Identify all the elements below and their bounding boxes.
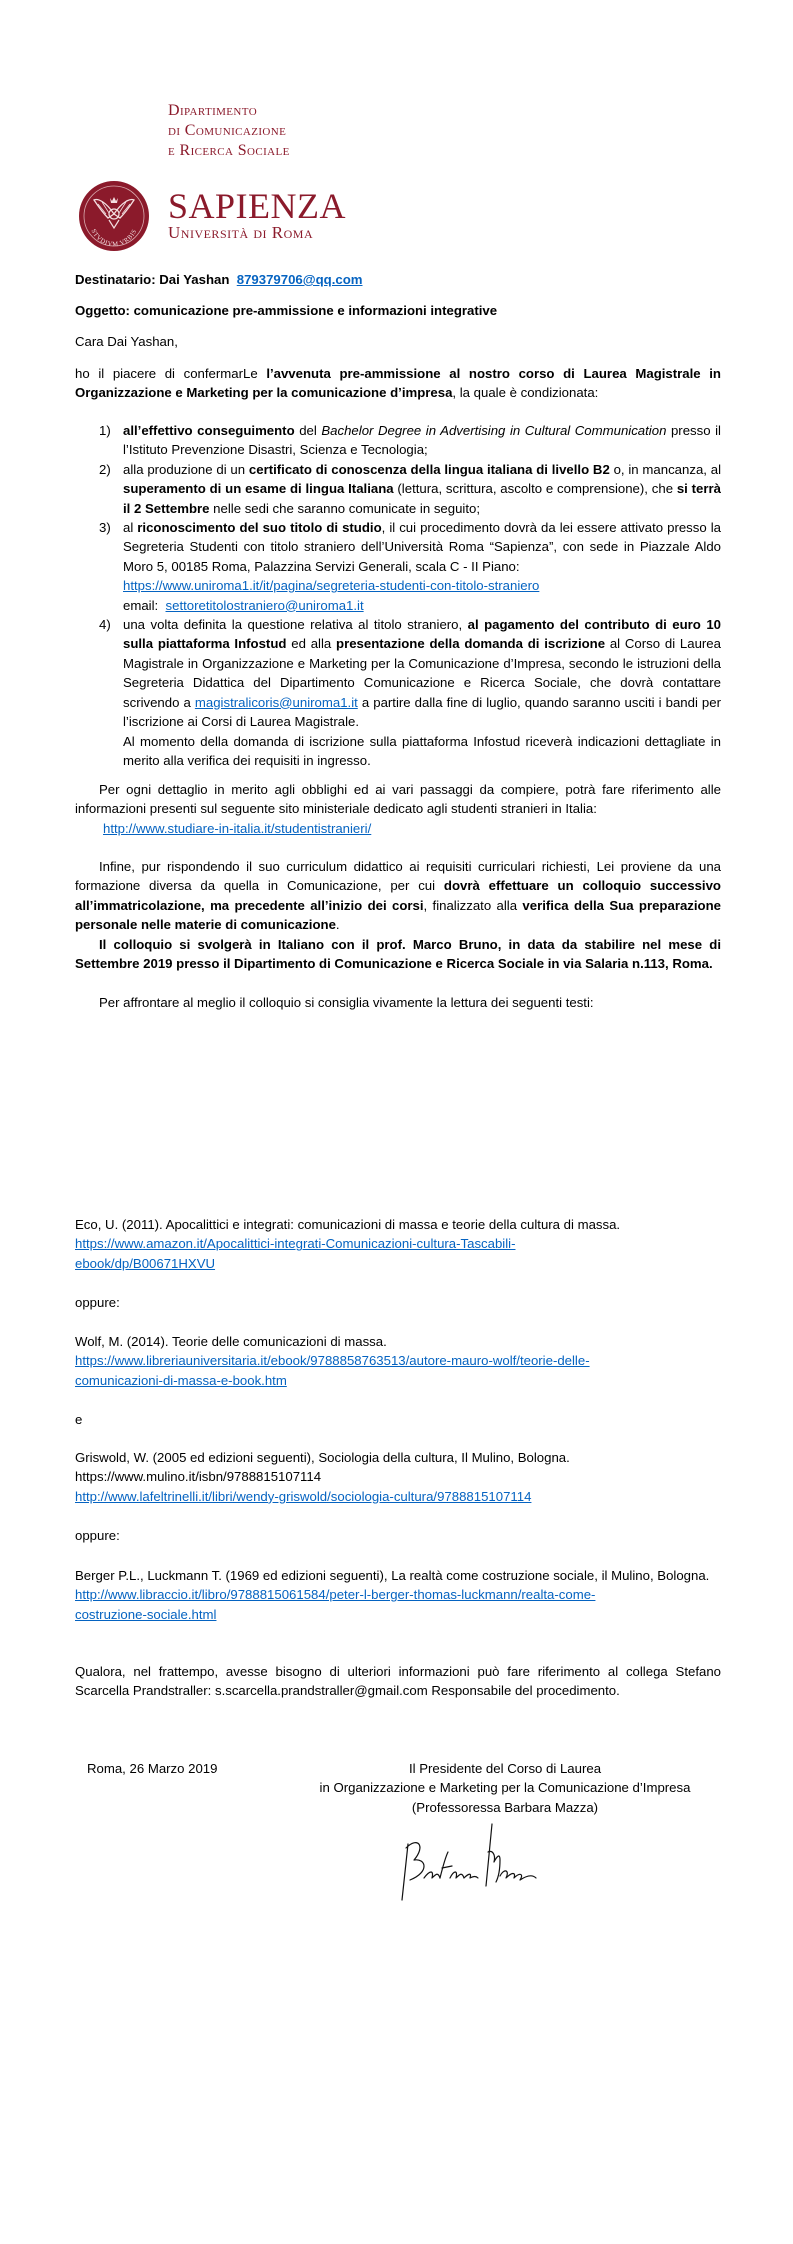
condition-number: 1) (99, 423, 111, 438)
interview-schedule-text: Il colloquio si svolgerà in Italiano con il prof. Marco Bruno, in data da stabilire nel mese di Settembre 2019 presso il Dipartimento di Comunicazione e Ricerca Sociale in via Salaria n.113, Roma. (75, 937, 721, 972)
recipient-line (75, 270, 721, 289)
degree-name: Bachelor Degree in Advertising in Cultural Communication (321, 423, 667, 438)
interview-text: Infine, pur rispondendo il suo curriculum didattico ai requisiti curriculari richiesti, Lei proviene da una formazione diversa da quella in Comunicazione, per cui (75, 859, 721, 894)
reading-intro: Per affrontare al meglio il colloquio si consiglia vivamente la lettura dei seguenti testi: (99, 995, 594, 1010)
condition-bold: certificato di conoscenza della lingua italiana di livello B2 (248, 461, 610, 477)
condition-bold: superamento di un esame di lingua Italiana (123, 481, 394, 497)
link-line: http://www.libraccio.it/libro/9788815061584/peter-l-berger-thomas-luckmann/realta-come- (75, 1587, 596, 1603)
link-line: costruzione-sociale.html (75, 1606, 217, 1622)
recipient-label: Destinatario: Dai Yashan (75, 272, 230, 287)
interview-bold: dovrà effettuare un colloquio successivo all’immatricolazione, ma precedente all’inizio dei corsi (75, 878, 721, 913)
email-label: email: (123, 597, 162, 613)
signer-block (280, 1759, 730, 1817)
department-line-1: Dipartimento (168, 102, 258, 119)
condition-bold: presentazione della domanda di iscrizione (336, 636, 606, 652)
intro-text: ho il piacere di confermarLe (75, 366, 267, 381)
link-line: https://www.libreriauniversitaria.it/ebook/9788858763513/autore-mauro-wolf/teorie-delle- (75, 1353, 590, 1369)
link-line: https://www.amazon.it/Apocalittici-integrati-Comunicazioni-cultura-Tascabili- (75, 1236, 516, 1252)
greeting: Cara Dai Yashan, (75, 334, 178, 349)
reading-citation: Eco, U. (2011). Apocalittici e integrati: comunicazioni di massa e teorie della cultura di massa. (75, 1217, 621, 1232)
condition-item-1 (75, 421, 721, 460)
condition-number: 3) (99, 520, 111, 536)
interview-text: . (335, 917, 340, 933)
settore-titolo-email-link[interactable]: settoretitolostraniero@uniroma1.it (165, 597, 364, 613)
department-line-3: e Ricerca Sociale (168, 142, 290, 159)
contact-paragraph: Qualora, nel frattempo, avesse bisogno di ulteriori informazioni può fare riferimento al collega Stefano Scarcella Prandstraller: s.scarcella.prandstraller@gmail.com Responsabile del procedimento. (75, 1664, 721, 1699)
condition-text: al Corso di Laurea Magistrale in Organizzazione e Marketing per la Comunicazione d’Impresa, secondo le istruzioni della Segreteria Didattica del Dipartimento Comunicazione e Ricerca Sociale, che dovrà contattare scrivendo a (123, 636, 721, 710)
department-name (168, 101, 290, 161)
condition-bold: riconoscimento del suo titolo di studio (137, 520, 382, 536)
university-name: SAPIENZA (168, 186, 347, 226)
sapienza-emblem-icon (78, 180, 150, 252)
condition-text: , il cui procedimento dovrà da lei essere attivato presso la Segreteria Studenti con titolo straniero dell’Università Roma “Sapienza”, con sede in Piazzale Aldo Moro 5, 00185 Roma, Palazzina Servizi Generali, scala C - II Piano: (123, 520, 721, 574)
signer-course: in Organizzazione e Marketing per la Comunicazione d’Impresa (319, 1780, 691, 1796)
condition-text: al (123, 520, 138, 536)
condition-text: presso il l’Istituto Prevenzione Disastri, Scienza e Tecnologia; (123, 423, 721, 458)
reading-item-wolf (75, 1332, 721, 1390)
details-link-row (103, 819, 371, 838)
reading-item-griswold (75, 1448, 721, 1506)
reading-item-eco (75, 1215, 721, 1273)
condition-text: una volta definita la questione relativa al titolo straniero, (123, 617, 468, 633)
separator-oppure: oppure: (75, 1528, 120, 1543)
details-paragraph: Per ogni dettaglio in merito agli obblighi ed ai vari passaggi da compiere, potrà fare riferimento alle informazioni presenti sul seguente sito ministeriale dedicato agli studenti stranieri in Italia: (75, 782, 721, 817)
signer-name: (Professoressa Barbara Mazza) (411, 1799, 599, 1815)
condition-number: 4) (99, 617, 111, 633)
reading-citation: Griswold, W. (2005 ed edizioni seguenti), Sociologia della cultura, Il Mulino, Bologna. (75, 1450, 570, 1465)
griswold-feltrinelli-link[interactable]: http://www.lafeltrinelli.it/libri/wendy-griswold/sociologia-cultura/9788815107114 (75, 1488, 532, 1504)
condition-bold: si terrà il 2 Settembre (123, 481, 721, 516)
eco-amazon-link[interactable] (75, 1234, 721, 1273)
condition-bold: al pagamento del contributo di euro 10 sulla piattaforma Infostud (123, 617, 721, 652)
link-line: comunicazioni-di-massa-e-book.htm (75, 1372, 287, 1388)
condition-text: nelle sedi che saranno comunicate in seguito; (209, 500, 481, 516)
condition-text: ed alla (286, 636, 337, 652)
studiare-in-italia-link[interactable]: http://www.studiare-in-italia.it/studentistranieri/ (103, 821, 372, 836)
condition-text: a partire dalla fine di luglio, quando saranno usciti i bandi per l’iscrizione ai Corsi di Laurea Magistrale. (123, 694, 721, 730)
interview-bold: verifica della Sua preparazione personale nelle materie di comunicazione (75, 897, 721, 933)
segreteria-link[interactable]: https://www.uniroma1.it/it/pagina/segreteria-studenti-con-titolo-straniero (123, 578, 540, 594)
condition-item-3 (75, 518, 721, 615)
university-subtitle: Università di Roma (168, 223, 314, 242)
place-date: Roma, 26 Marzo 2019 (87, 1761, 218, 1776)
separator-oppure: oppure: (75, 1295, 120, 1310)
interview-paragraph (75, 857, 721, 935)
interview-schedule (75, 935, 721, 974)
intro-bold: l’avvenuta pre-ammissione al nostro corso di Laurea Magistrale in Organizzazione e Marketing per la comunicazione d’impresa (75, 366, 721, 401)
department-line-2: di Comunicazione (168, 122, 287, 139)
conditions-list (75, 421, 721, 770)
signer-title: Il Presidente del Corso di Laurea (408, 1761, 602, 1776)
reading-citation: Berger P.L., Luckmann T. (1969 ed edizioni seguenti), La realtà come costruzione sociale, il Mulino, Bologna. (75, 1568, 710, 1583)
subject-text: Oggetto: comunicazione pre-ammissione e informazioni integrative (75, 303, 498, 318)
recipient-email-link[interactable]: 879379706@qq.com (236, 272, 363, 287)
condition-text: alla produzione di un (123, 461, 249, 477)
condition-item-4 (75, 615, 721, 770)
emblem-motto: STVDIVM VRBIS (89, 228, 139, 249)
condition-number: 2) (99, 461, 111, 477)
reading-item-berger (75, 1566, 721, 1624)
condition-text: (lettura, scrittura, ascolto e comprensione), che (393, 481, 677, 497)
magistralicoris-email-link[interactable]: magistralicoris@uniroma1.it (194, 694, 358, 710)
subject-line (75, 301, 721, 320)
condition-note: Al momento della domanda di iscrizione sulla piattaforma Infostud riceverà indicazioni dettagliate in merito alla verifica dei requisiti in ingresso. (123, 733, 721, 768)
link-line: ebook/dp/B00671HXVU (75, 1255, 216, 1271)
separator-e: e (75, 1412, 83, 1427)
condition-bold: all’effettivo conseguimento (123, 423, 295, 438)
condition-item-2 (75, 460, 721, 518)
condition-text: del (294, 423, 322, 438)
mulino-url-text: https://www.mulino.it/isbn/9788815107114 (75, 1469, 322, 1485)
interview-text: , finalizzato alla (423, 897, 523, 913)
wolf-libreria-link[interactable] (75, 1351, 721, 1390)
condition-text: o, in mancanza, al (609, 461, 721, 477)
berger-libraccio-link[interactable] (75, 1585, 721, 1624)
intro-paragraph (75, 364, 721, 403)
signature-icon (396, 1822, 546, 1902)
intro-text-end: , la quale è condizionata: (452, 385, 599, 401)
reading-citation: Wolf, M. (2014). Teorie delle comunicazioni di massa. (75, 1334, 387, 1349)
